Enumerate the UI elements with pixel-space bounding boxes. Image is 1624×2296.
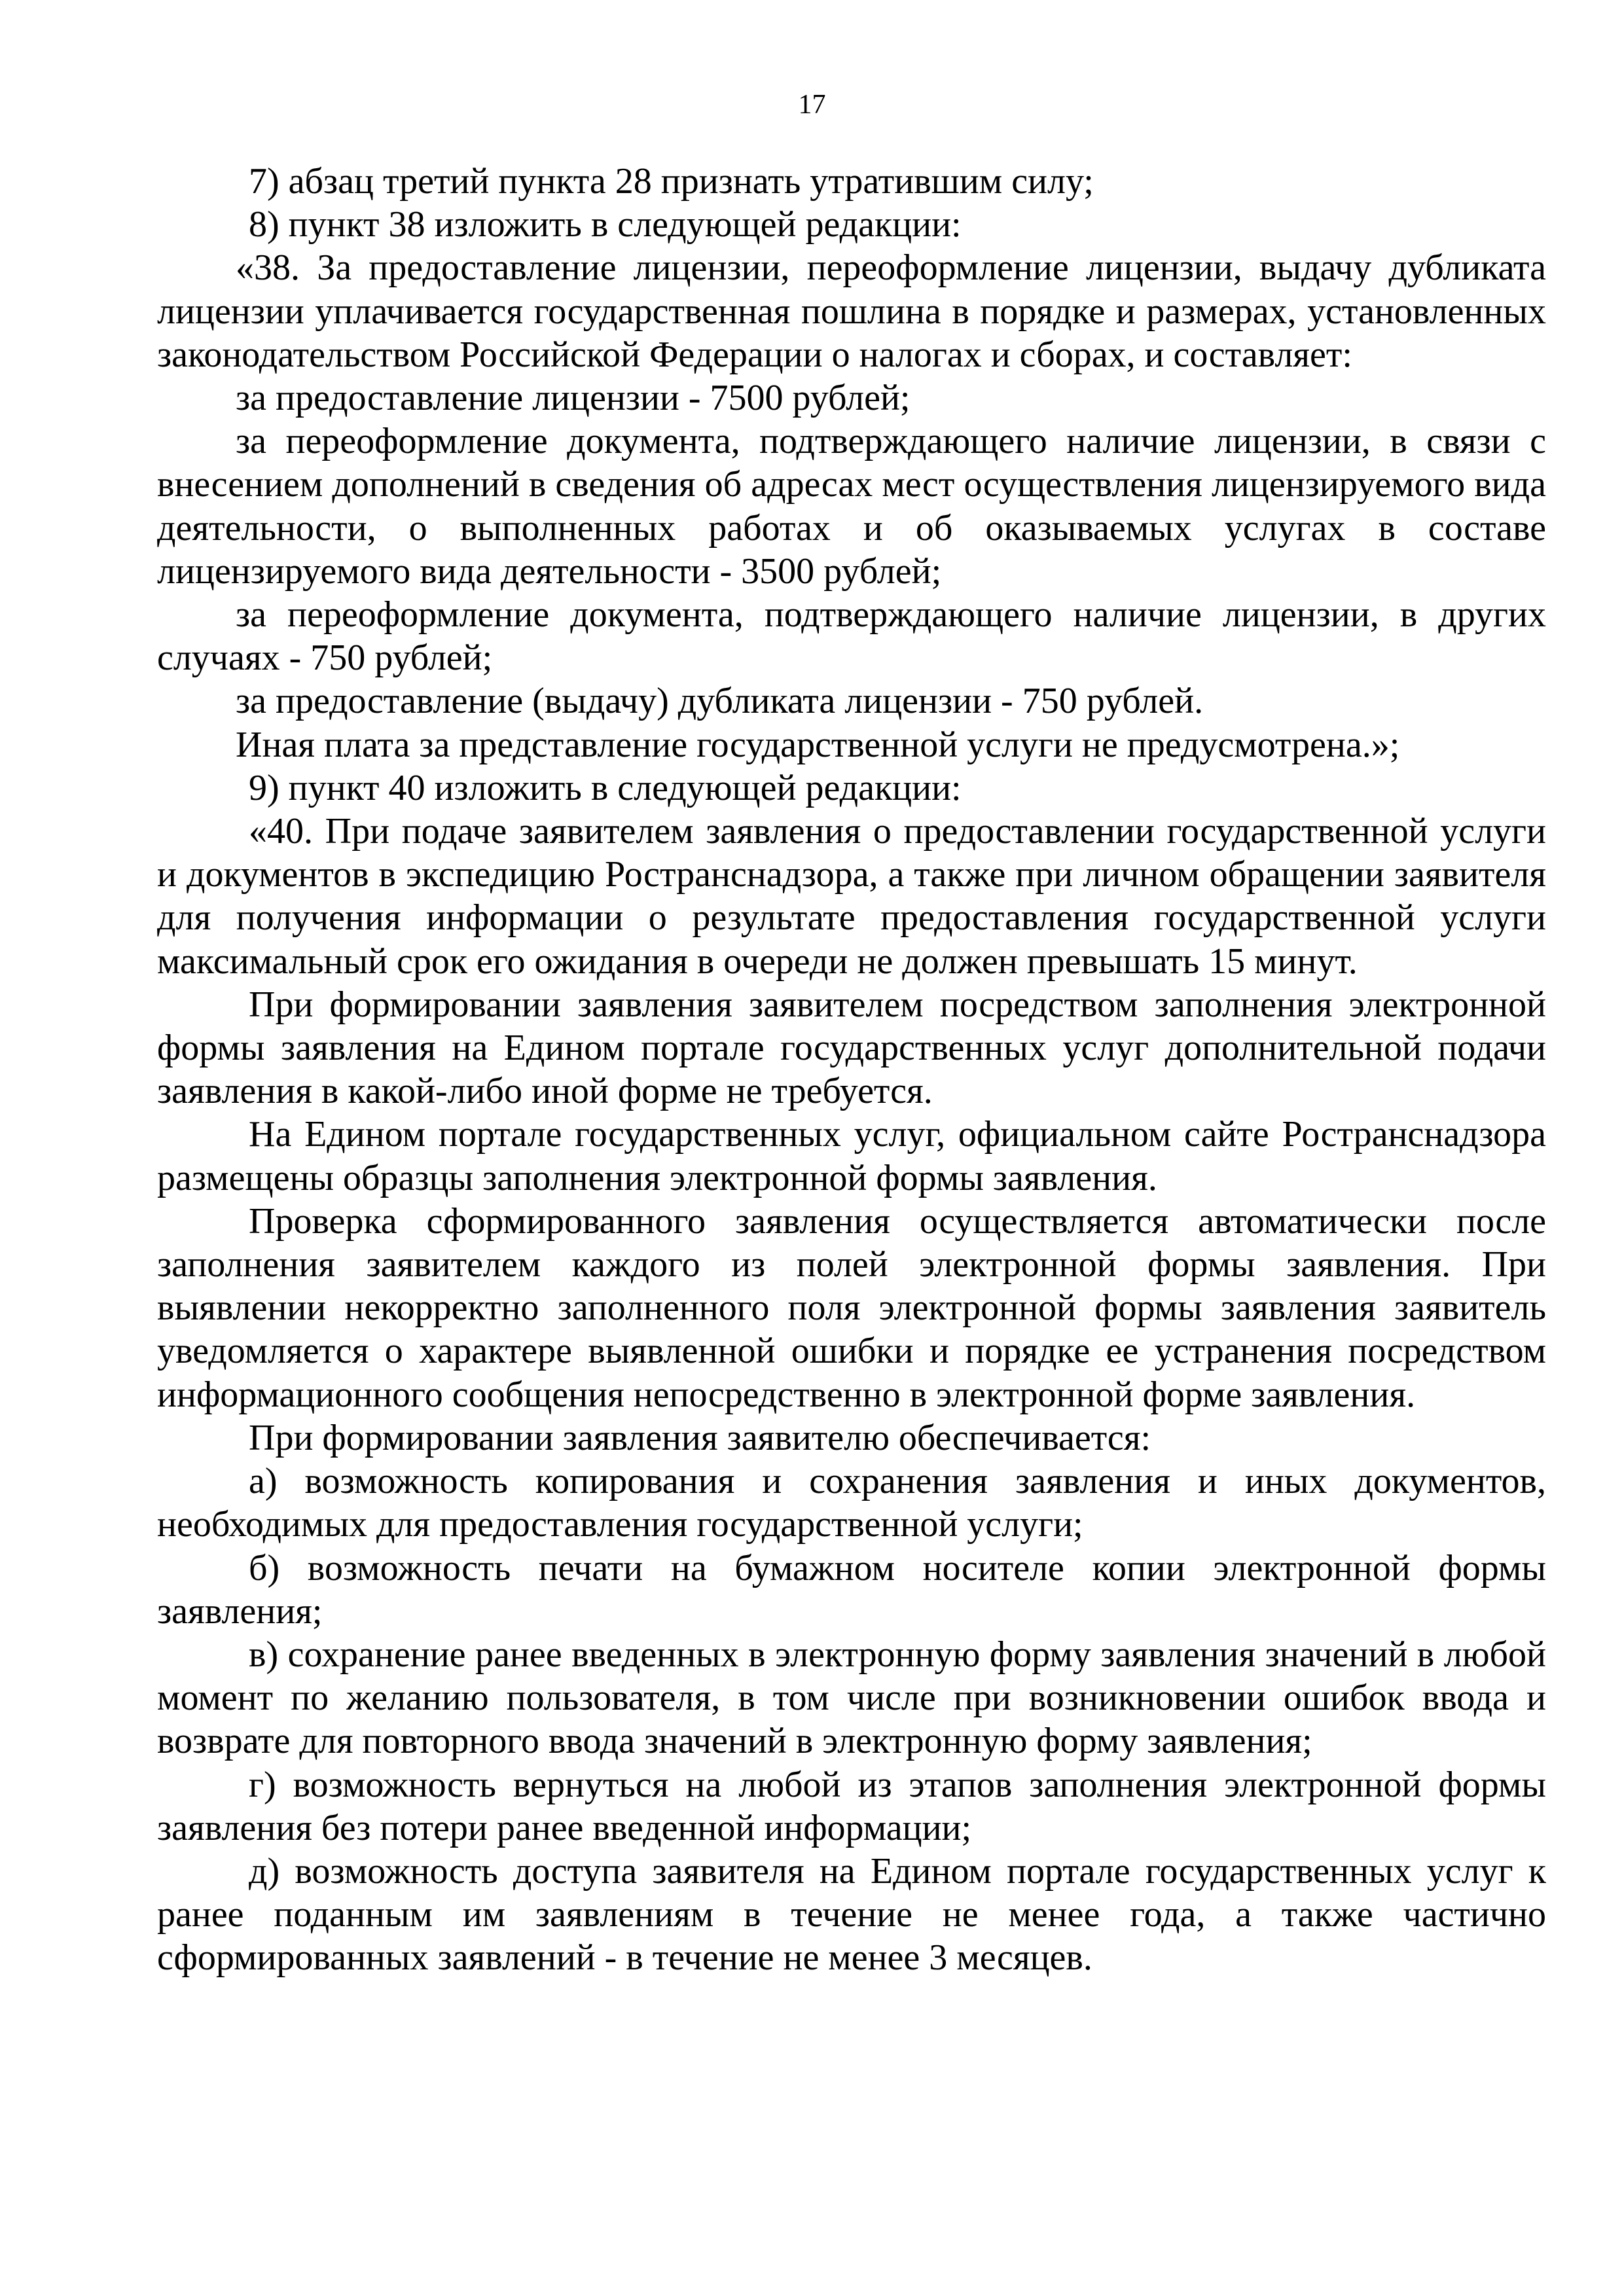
list-item-g: г) возможность вернуться на любой из этапов заполнения электронной формы заявления без потери ранее введенной информации; <box>157 1764 1546 1848</box>
paragraph-item-8: 8) пункт 38 изложить в следующей редакции: <box>249 204 962 245</box>
list-item-a: а) возможность копирования и сохранения заявления и иных документов, необходимых для предоставления государственной услуги; <box>157 1461 1546 1545</box>
paragraph-clause-38: «38. За предоставление лицензии, переоформление лицензии, выдачу дубликата лицензии уплачивается государственная пошлина в порядке и размерах, установленных законодательством Российской Федерации о налогах и сборах, и составляет: <box>157 247 1546 375</box>
list-item-d: д) возможность доступа заявителя на Едином портале государственных услуг к ранее поданным им заявлениям в течение не менее года, а также частично сформированных заявлений - в течение не менее 3 месяцев. <box>157 1850 1546 1979</box>
paragraph-form-validation: Проверка сформированного заявления осуществляется автоматически после заполнения заявителем каждого из полей электронной формы заявления. При выявлении некорректно заполненного поля электронной формы заявления заявитель уведомляется о характере выявленной ошибки и порядке ее устранения посредством информационного сообщения непосредственно в электронной форме заявления. <box>157 1200 1546 1415</box>
list-item-b: б) возможность печати на бумажном носителе копии электронной формы заявления; <box>157 1547 1546 1632</box>
paragraph-form-samples: На Едином портале государственных услуг, официальном сайте Ространснадзора размещены образцы заполнения электронной формы заявления. <box>157 1114 1546 1198</box>
page-number: 17 <box>798 90 826 120</box>
document-body <box>157 160 1546 1980</box>
list-item-v: в) сохранение ранее введенных в электронную форму заявления значений в любой момент по желанию пользователя, в том числе при возникновении ошибок ввода и возврате для повторного ввода значений в электронную форму заявления; <box>157 1634 1546 1762</box>
paragraph-no-other-fee: Иная плата за представление государственной услуги не предусмотрена.»; <box>236 724 1400 765</box>
paragraph-item-9: 9) пункт 40 изложить в следующей редакции: <box>249 767 962 808</box>
paragraph-fee-reissue-other: за переоформление документа, подтверждающего наличие лицензии, в других случаях - 750 рублей; <box>157 594 1546 679</box>
paragraph-electronic-form: При формировании заявления заявителем посредством заполнения электронной формы заявления на Едином портале государственных услуг дополнительной подачи заявления в какой-либо иной форме не требуется. <box>157 984 1546 1112</box>
paragraph-item-7: 7) абзац третий пункта 28 признать утратившим силу; <box>249 161 1094 202</box>
paragraph-fee-license: за предоставление лицензии - 7500 рублей; <box>236 378 911 419</box>
paragraph-applicant-provided: При формировании заявления заявителю обеспечивается: <box>249 1417 1151 1458</box>
paragraph-fee-reissue-additions: за переоформление документа, подтверждающего наличие лицензии, в связи с внесением дополнений в сведения об адресах мест осуществления лицензируемого вида деятельности, о выполненных работах и об оказываемых услугах в составе лицензируемого вида деятельности - 3500 рублей; <box>157 421 1546 592</box>
paragraph-fee-duplicate: за предоставление (выдачу) дубликата лицензии - 750 рублей. <box>236 681 1204 722</box>
paragraph-clause-40: «40. При подаче заявителем заявления о предоставлении государственной услуги и документов в экспедицию Ространснадзора, а также при личном обращении заявителя для получения информации о результате предоставления государственной услуги максимальный срок его ожидания в очереди не должен превышать 15 минут. <box>157 811 1546 982</box>
